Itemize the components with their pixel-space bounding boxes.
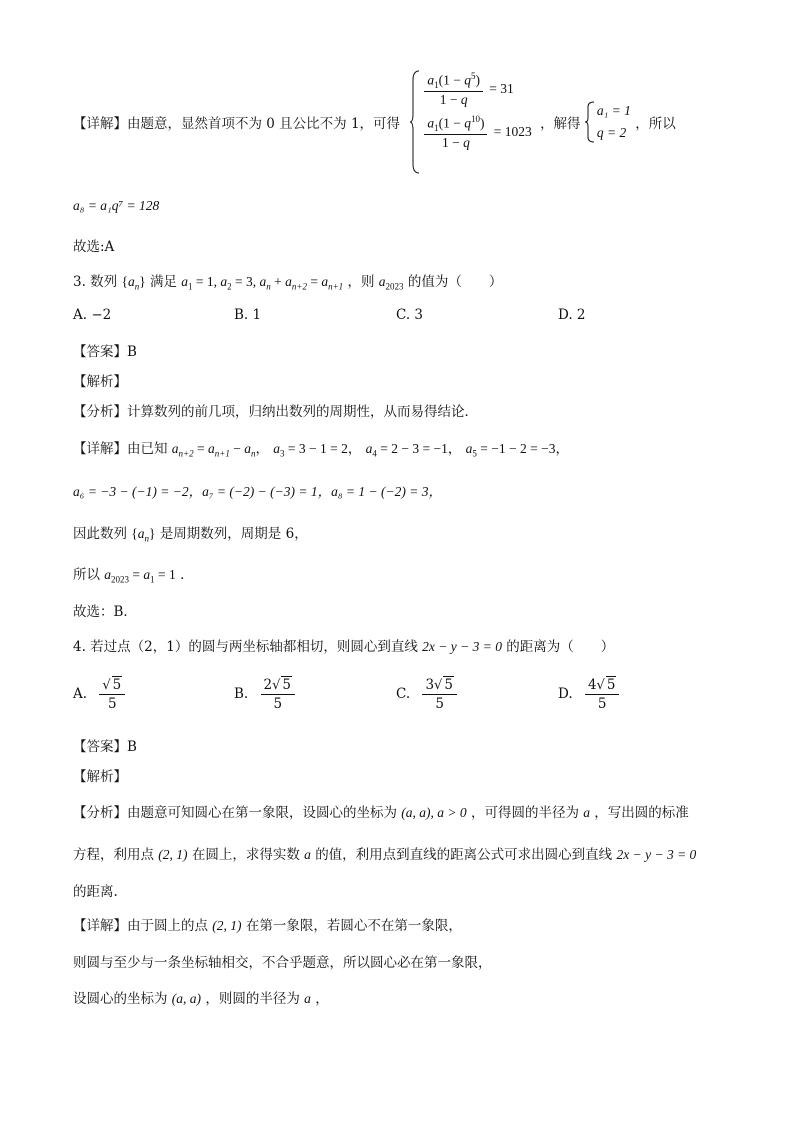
q4-option-b-value: $\frac{2√ 5}{5}$: [261, 676, 295, 712]
p2-sol2: q = 2: [596, 124, 627, 140]
q4-analysis-line2: [73, 843, 696, 863]
q3-so-b: ．: [180, 567, 194, 583]
q3-option-c: C. 3: [396, 307, 424, 323]
q4-radius-var: a: [304, 991, 311, 1006]
q3-analysis: 【分析】计算数列的前几项，归纳出数列的周期性，从而易得结论．: [73, 404, 478, 420]
left-brace-icon: [585, 101, 595, 143]
q4-analysis-f: 的值，利用点到直线的距离公式可求出圆心到直线: [315, 847, 613, 863]
q4-option-c: [396, 676, 459, 712]
q3-periodic: [73, 522, 308, 544]
q4-detail-line2: 则圆与至少与一条坐标轴相交，不合乎题意，所以圆心必在第一象限，: [73, 955, 492, 971]
q4-analysis-e: 在圆上，求得实数: [191, 847, 300, 863]
q4-line-equation: 2x − y − 3 = 0: [616, 847, 697, 862]
q3-stem-text-b: 满足: [149, 274, 177, 290]
q4-analysis-b: ，可得圆的半径为: [470, 805, 579, 821]
q4-option-d-label: D.: [558, 686, 573, 702]
p2-solve: ，解得: [540, 116, 581, 132]
p2-detail-line: [73, 70, 676, 174]
q3-recurrence: $a_{n+2} = a_{n+1} - a_n$: [171, 441, 256, 459]
q3-answer: 【答案】B: [73, 344, 137, 360]
q3-a4: $a_4 = 2 - 3 = -1$: [365, 441, 448, 459]
q4-option-a-value: $\frac{√ 5}{5}$: [99, 676, 125, 712]
q4-option-d-value: $\frac{4√ 5}{5}$: [585, 676, 619, 712]
q3-a3: $a_3 = 3 - 1 = 2$: [273, 441, 348, 459]
q3-detail-line1: 【详解】由已知 $a_{n+2} = a_{n+1} - a_n$， $a_3 = 3 - 1 = 2$， $a_4 = 2 - 3 = -1$， $a_5 = -1 - 2 = -3$，: [73, 441, 569, 459]
q4-detail-e: ，: [315, 991, 329, 1007]
q4-stem-a: 4. 若过点（2，1）的圆与两坐标轴都相切，则圆心到直线: [73, 639, 418, 655]
q4-option-b-label: B.: [234, 686, 249, 702]
q4-detail-line1: [73, 914, 462, 934]
p2-eq1: [422, 72, 531, 107]
q4-option-c-label: C.: [396, 686, 411, 702]
q3-stem-text-c: ，则: [347, 274, 375, 290]
q4-option-a-label: A.: [73, 686, 88, 702]
q4-detail-c: 设圆心的坐标为: [73, 991, 168, 1007]
q3-option-a: A. −2: [73, 307, 112, 323]
q3-sequence-symbol: $\{a_n\}$: [131, 526, 156, 544]
left-brace-icon: [410, 70, 420, 174]
q4-option-b: [234, 676, 297, 712]
p2-result: a₈ = a₁q⁷ = 128: [73, 198, 160, 213]
q4-option-a: [73, 676, 127, 712]
p2-solution-system: [585, 101, 631, 143]
p2-eq2: [422, 115, 531, 150]
q3-so: [73, 563, 194, 585]
q3-a5: $a_5 = -1 - 2 = -3$: [465, 441, 556, 459]
q3-stem: [73, 270, 502, 292]
q4-option-d: [558, 676, 621, 712]
q4-analysis-head: 【解析】: [73, 769, 127, 785]
p2-equation-system: [410, 70, 531, 174]
q4-detail-line3: [73, 987, 329, 1007]
q4-center: (a, a): [171, 991, 202, 1006]
q3-detail-line2: a₆ = −3 − (−1) = −2，a₇ = (−2) − (−3) = 1，a₈ = 1 − (−2) = 3，: [73, 484, 442, 499]
q4-detail-b: 在第一象限，若圆心不在第一象限，: [245, 918, 462, 934]
q3-periodic-b: 是周期数列，周期是 6，: [159, 526, 308, 542]
q3-periodic-a: 因此数列: [73, 526, 127, 542]
q4-analysis-coord: (a, a), a > 0: [401, 805, 467, 820]
p2-sol1: a₁ = 1: [596, 103, 631, 118]
p2-eq2-rhs: = 1023: [493, 123, 532, 139]
q3-stem-text-d: 的值为（ ）: [407, 274, 503, 290]
q3-final-equation: $a_{2023} = a_1 = 1$: [104, 567, 176, 585]
q4-analysis-d: 方程，利用点: [73, 847, 154, 863]
p2-choice: 故选:A: [73, 239, 115, 255]
q3-detail-lead: 【详解】由已知: [73, 441, 168, 457]
q3-option-d: D. 2: [558, 307, 586, 323]
q4-point: (2, 1): [158, 847, 188, 862]
q4-analysis-line1: [73, 801, 689, 821]
q4-real-var: a: [304, 847, 311, 862]
q3-target-term: $a_{2023}$: [378, 274, 404, 292]
q4-detail-d: ，则圆的半径为: [205, 991, 300, 1007]
q3-choice: 故选：B．: [73, 604, 137, 620]
p2-detail-lead: 【详解】由题意，显然首项不为 0 且公比不为 1，可得: [73, 116, 401, 132]
q4-stem-b: 的距离为（ ）: [506, 639, 615, 655]
q4-radius-var: a: [583, 805, 590, 820]
q4-option-c-value: $\frac{3√ 5}{5}$: [422, 676, 456, 712]
q3-sequence-symbol: $\{a_n\}$: [121, 274, 146, 292]
q4-line-equation: 2x − y − 3 = 0: [422, 639, 502, 654]
q3-stem-text-a: 3. 数列: [73, 274, 118, 290]
q4-point: (2, 1): [212, 918, 242, 933]
q3-analysis-head: 【解析】: [73, 374, 127, 390]
p2-eq1-fraction: $\frac{a_1(1 - q^5)}{1 - q}$: [424, 72, 483, 107]
q3-so-a: 所以: [73, 567, 100, 583]
q4-stem: [73, 635, 614, 655]
p2-eq1-rhs: = 31: [489, 80, 514, 96]
q3-condition: $a_1 = 1$, $a_2 = 3$, $a_n + a_{n+2} = a_{n+1}$: [181, 274, 344, 292]
q4-analysis-a: 【分析】由题意可知圆心在第一象限，设圆心的坐标为: [73, 805, 397, 821]
q3-option-b: B. 1: [234, 307, 262, 323]
q4-analysis-g: 的距离.: [73, 884, 118, 900]
q4-detail-a: 【详解】由于圆上的点: [73, 918, 208, 934]
q4-analysis-c: ，写出圆的标准: [594, 805, 689, 821]
p2-then: ，所以: [635, 116, 676, 132]
q4-answer: 【答案】B: [73, 739, 137, 755]
p2-eq2-fraction: $\frac{a_1(1 - q^{10})}{1 - q}$: [424, 115, 487, 150]
